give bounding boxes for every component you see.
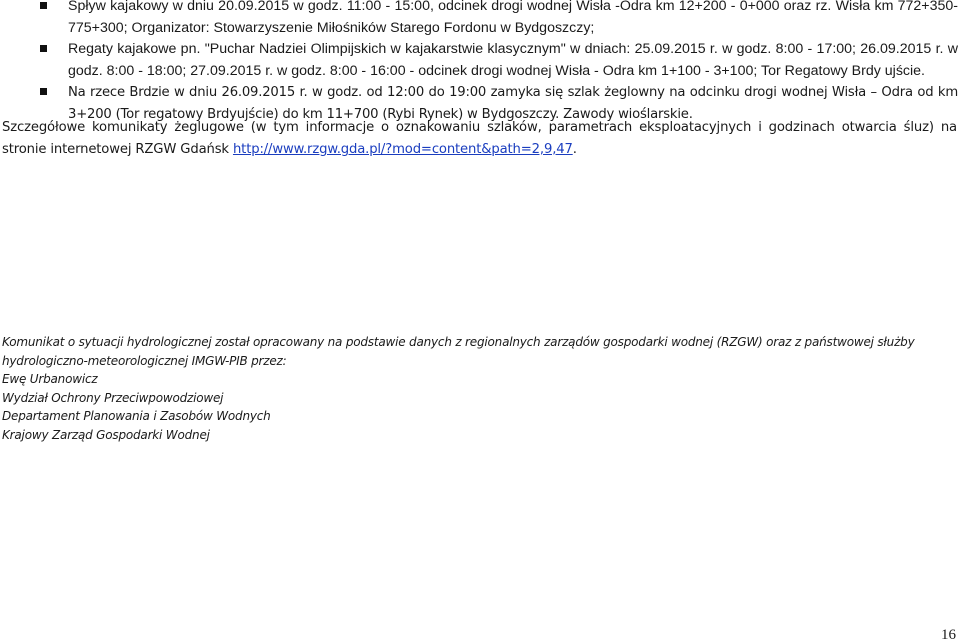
square-bullet-icon bbox=[40, 2, 47, 9]
list-item bbox=[40, 39, 958, 82]
author-footer bbox=[2, 333, 957, 444]
footer-line: Ewę Urbanowicz bbox=[2, 372, 98, 386]
list-item-text: Regaty kajakowe pn. "Puchar Nadziei Olimpijskich w kajakarstwie klasycznym" w dniach: 25.09.2015 r. w godz. 8:00 - 17:00; 26.09.2015 r. w godz. 8:00 - 18:00; 27.09.2015 r. w godz. 8:00 - 16:00 - odcinek drogi wodnej Wisła - Odra km 1+100 - 3+100; Tor Regatowy Brdy ujście. bbox=[68, 41, 958, 79]
page-number: 16 bbox=[941, 627, 956, 643]
square-bullet-icon bbox=[40, 88, 47, 95]
list-item-text: Spływ kajakowy w dniu 20.09.2015 w godz. 11:00 - 15:00, odcinek drogi wodnej Wisła -Odra km 12+200 - 0+000 oraz rz. Wisła km 772+350-775+300; Organizator: Stowarzyszenie Miłośników Starego Fordonu w Bydgoszczy; bbox=[68, 0, 958, 36]
list-item-text: Na rzece Brdzie w dniu 26.09.2015 r. w godz. od 12:00 do 19:00 zamyka się szlak żeglowny na odcinku drogi wodnej Wisła – Odra od km 3+200 (Tor regatowy Brdyujście) do km 11+700 (Rybi Rynek) w Bydgoszczy. Zawody wioślarskie. bbox=[68, 85, 958, 122]
paragraph-text: Szczegółowe komunikaty żeglugowe (w tym informacje o oznakowaniu szlaków, parametrach eksploatacyjnych i godzinach otwarcia śluz) na stronie internetowej RZGW Gdańsk bbox=[2, 120, 957, 157]
footer-line: Departament Planowania i Zasobów Wodnych bbox=[2, 409, 271, 423]
footer-line: Wydział Ochrony Przeciwpowodziowej bbox=[2, 390, 224, 405]
paragraph-suffix: . bbox=[572, 142, 577, 157]
footer-note: Komunikat o sytuacji hydrologicznej został opracowany na podstawie danych z regionalnych zarządów gospodarki wodnej (RZGW) oraz z państwowej służby hydrologiczno-meteorologicznej IMGW-PIB przez: bbox=[2, 335, 915, 368]
event-list bbox=[40, 0, 958, 125]
square-bullet-icon bbox=[40, 45, 47, 52]
footer-line: Krajowy Zarząd Gospodarki Wodnej bbox=[2, 427, 210, 442]
details-paragraph bbox=[2, 117, 957, 161]
rzgw-link[interactable]: http://www.rzgw.gda.pl/?mod=content&path=2,9,47 bbox=[232, 142, 573, 157]
list-item bbox=[40, 0, 958, 39]
